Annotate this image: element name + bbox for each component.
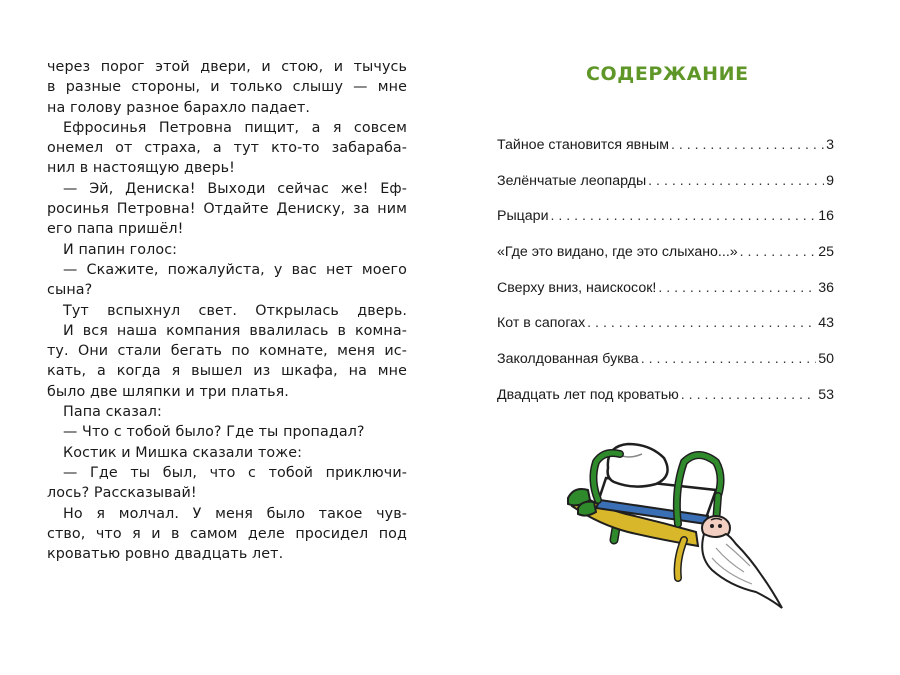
text-line: — Что с тобой было? Где ты пропадал? [63, 424, 365, 441]
toc-entry-page: 50 [818, 351, 834, 368]
toc-entry[interactable] [497, 244, 834, 280]
text-line: — Эй, Дениска! Выходи сейчас же! Еф- [63, 180, 407, 197]
toc-entry[interactable] [497, 208, 834, 244]
toc-leader-dots [551, 208, 817, 224]
toc-entry-title: Рыцари [497, 208, 549, 225]
toc-leader-dots [587, 315, 816, 331]
toc-entry-title: Зелёнчатые леопарды [497, 172, 647, 189]
toc-leader-dots [658, 280, 816, 296]
table-of-contents [497, 137, 834, 423]
text-line: нил в настоящую дверь! [47, 160, 235, 177]
text-line: ту. Они стали бегать по комнате, меня ис- [47, 343, 407, 360]
text-line: ство, что я и в самом деле просидел под [47, 525, 407, 542]
toc-leader-dots [641, 351, 817, 367]
story-text [47, 57, 407, 564]
text-line: Ефросинья Петровна пищит, а я совсем [63, 119, 407, 136]
text-line: И папин голос: [63, 241, 178, 258]
text-line: Костик и Мишка сказали тоже: [63, 444, 303, 461]
text-line: кать, а когда я вышел из шкафа, на мне [47, 363, 407, 380]
toc-entry-title: Двадцать лет под кроватью [497, 386, 679, 403]
toc-entry-page: 43 [818, 315, 834, 332]
toc-entry-title: «Где это видано, где это слыхано...» [497, 244, 738, 261]
text-line: Папа сказал: [63, 404, 162, 421]
toc-entry[interactable] [497, 315, 834, 351]
toc-entry[interactable] [497, 280, 834, 316]
toc-entry-title: Тайное становится явным [497, 137, 669, 153]
man-under-bed-illustration [566, 440, 792, 610]
text-line: на голову разное барахло падает. [47, 99, 311, 116]
text-line: онемел от страха, а тут кто-то забараба- [47, 140, 407, 157]
text-line: росинья Петровна! Отдайте Дениску, за ним [47, 201, 407, 218]
toc-entry-title: Заколдованная буква [497, 351, 639, 368]
text-line: его папа пришёл! [47, 221, 184, 238]
text-line: через порог этой двери, и стою, и тычусь [47, 59, 407, 75]
toc-entry[interactable] [497, 387, 834, 423]
text-line: И вся наша компания ввалилась в комна- [63, 322, 407, 339]
toc-entry-page: 53 [818, 386, 834, 403]
toc-entry-page: 25 [818, 244, 834, 261]
text-line: — Скажите, пожалуйста, у вас нет моего [63, 261, 407, 278]
toc-leader-dots [740, 244, 817, 260]
toc-entry[interactable] [497, 137, 834, 173]
toc-entry-title: Сверху вниз, наискосок! [497, 279, 657, 296]
toc-entry-page: 16 [818, 208, 834, 225]
toc-entry[interactable] [497, 173, 834, 209]
toc-entry-page: 9 [826, 172, 834, 189]
text-line: было две шляпки и три платья. [47, 383, 289, 400]
toc-entry[interactable] [497, 351, 834, 387]
toc-entry-page: 36 [818, 279, 834, 296]
text-line: Тут вспыхнул свет. Открылась дверь. [63, 302, 407, 319]
text-line: сына? [47, 282, 93, 299]
text-line: Но я молчал. У меня было такое чув- [63, 505, 407, 522]
toc-leader-dots [648, 173, 824, 189]
text-line: в разные стороны, и только слышу — мне [47, 79, 407, 96]
toc-entry-page: 3 [826, 137, 834, 153]
toc-leader-dots [681, 387, 816, 403]
toc-leader-dots [671, 137, 824, 153]
text-line: кроватью ровно двадцать лет. [47, 546, 284, 563]
toc-title: СОДЕРЖАНИЕ [586, 63, 749, 85]
text-line: — Где ты был, что с тобой приключи- [63, 464, 407, 481]
toc-entry-title: Кот в сапогах [497, 315, 586, 332]
text-line: лось? Рассказывай! [47, 485, 197, 502]
